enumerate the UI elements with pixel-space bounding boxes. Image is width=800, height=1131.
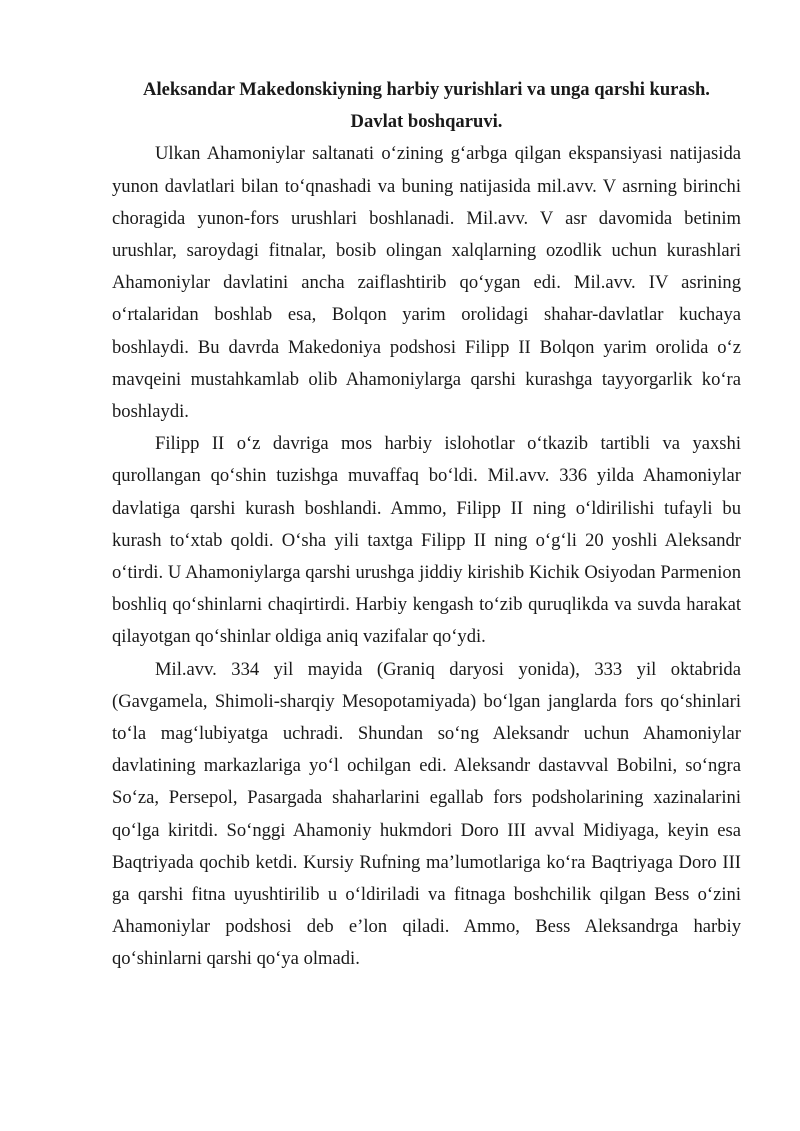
paragraph-1: Ulkan Ahamoniylar saltanati o‘zining g‘arbga qilgan ekspansiyasi natijasida yunon davlatlari bilan to‘qnashadi va buning natijasida mil.avv. V asrning birinchi choragida yunon-fors urushlari boshlanadi. Mil.avv. V asr davomida betinim urushlar, saroydagi fitnalar, bosib olingan xalqlarning ozodlik uchun kurashlari Ahamoniylar davlatini ancha zaiflashtirib qo‘ygan edi. Mil.avv. IV asrining o‘rtalaridan boshlab esa, Bolqon yarim orolidagi shahar-davlatlar kuchaya boshlaydi. Bu davrda Makedoniya podshosi Filipp II Bolqon yarim orolida o‘z mavqeini mustahkamlab olib Ahamoniylarga qarshi kurashga tayyorgarlik ko‘ra boshlaydi. bbox=[112, 143, 741, 423]
paragraph-3: Mil.avv. 334 yil mayida (Graniq daryosi yonida), 333 yil oktabrida (Gavgamela, Shimoli-sharqiy Mesopotamiyada) bo‘lgan janglarda fors qo‘shinlari to‘la mag‘lubiyatga uchradi. Shundan so‘ng Aleksandr uchun Ahamoniylar davlatining markazlariga yo‘l ochilgan edi. Aleksandr dastavval Bobilni, so‘ngra So‘za, Persepol, Pasargada shaharlarini egallab fors podsholarining xazinalarini qo‘lga kiritdi. So‘nggi Ahamoniy hukmdori Doro III avval Midiyaga, keyin esa Baqtriyada qochib ketdi. Kursiy Rufning ma’lumotlariga ko‘ra Baqtriyaga Doro III ga qarshi fitna uyushtirilib u o‘ldiriladi va fitnaga boshchilik qilgan Bess o‘zini Ahamoniylar podshosi deb e’lon qiladi. Ammo, Bess Aleksandrga harbiy qo‘shinlarni qarshi qo‘ya olmadi. bbox=[112, 658, 741, 970]
document-title-line-1: Aleksandar Makedonskiyning harbiy yurishlari va unga qarshi kurash. bbox=[143, 79, 710, 100]
document-title-line-2: Davlat boshqaruvi. bbox=[350, 111, 503, 133]
document-body bbox=[112, 74, 741, 976]
paragraph-2: Filipp II o‘z davriga mos harbiy islohotlar o‘tkazib tartibli va yaxshi qurollangan qo‘shin tuzishga muvaffaq bo‘ldi. Mil.avv. 336 yilda Ahamoniylar davlatiga qarshi kurash boshlandi. Ammo, Filipp II ning o‘ldirilishi tufayli bu kurash to‘xtab qoldi. O‘sha yili taxtga Filipp II ning o‘g‘li 20 yoshli Aleksandr o‘tirdi. U Ahamoniylarga qarshi urushga jiddiy kirishib Kichik Osiyodan Parmenion boshliq qo‘shinlarni chaqirtirdi. Harbiy kengash to‘zib quruqlikda va suvda harakat qilayotgan qo‘shinlar oldiga aniq vazifalar qo‘ydi. bbox=[112, 433, 741, 648]
